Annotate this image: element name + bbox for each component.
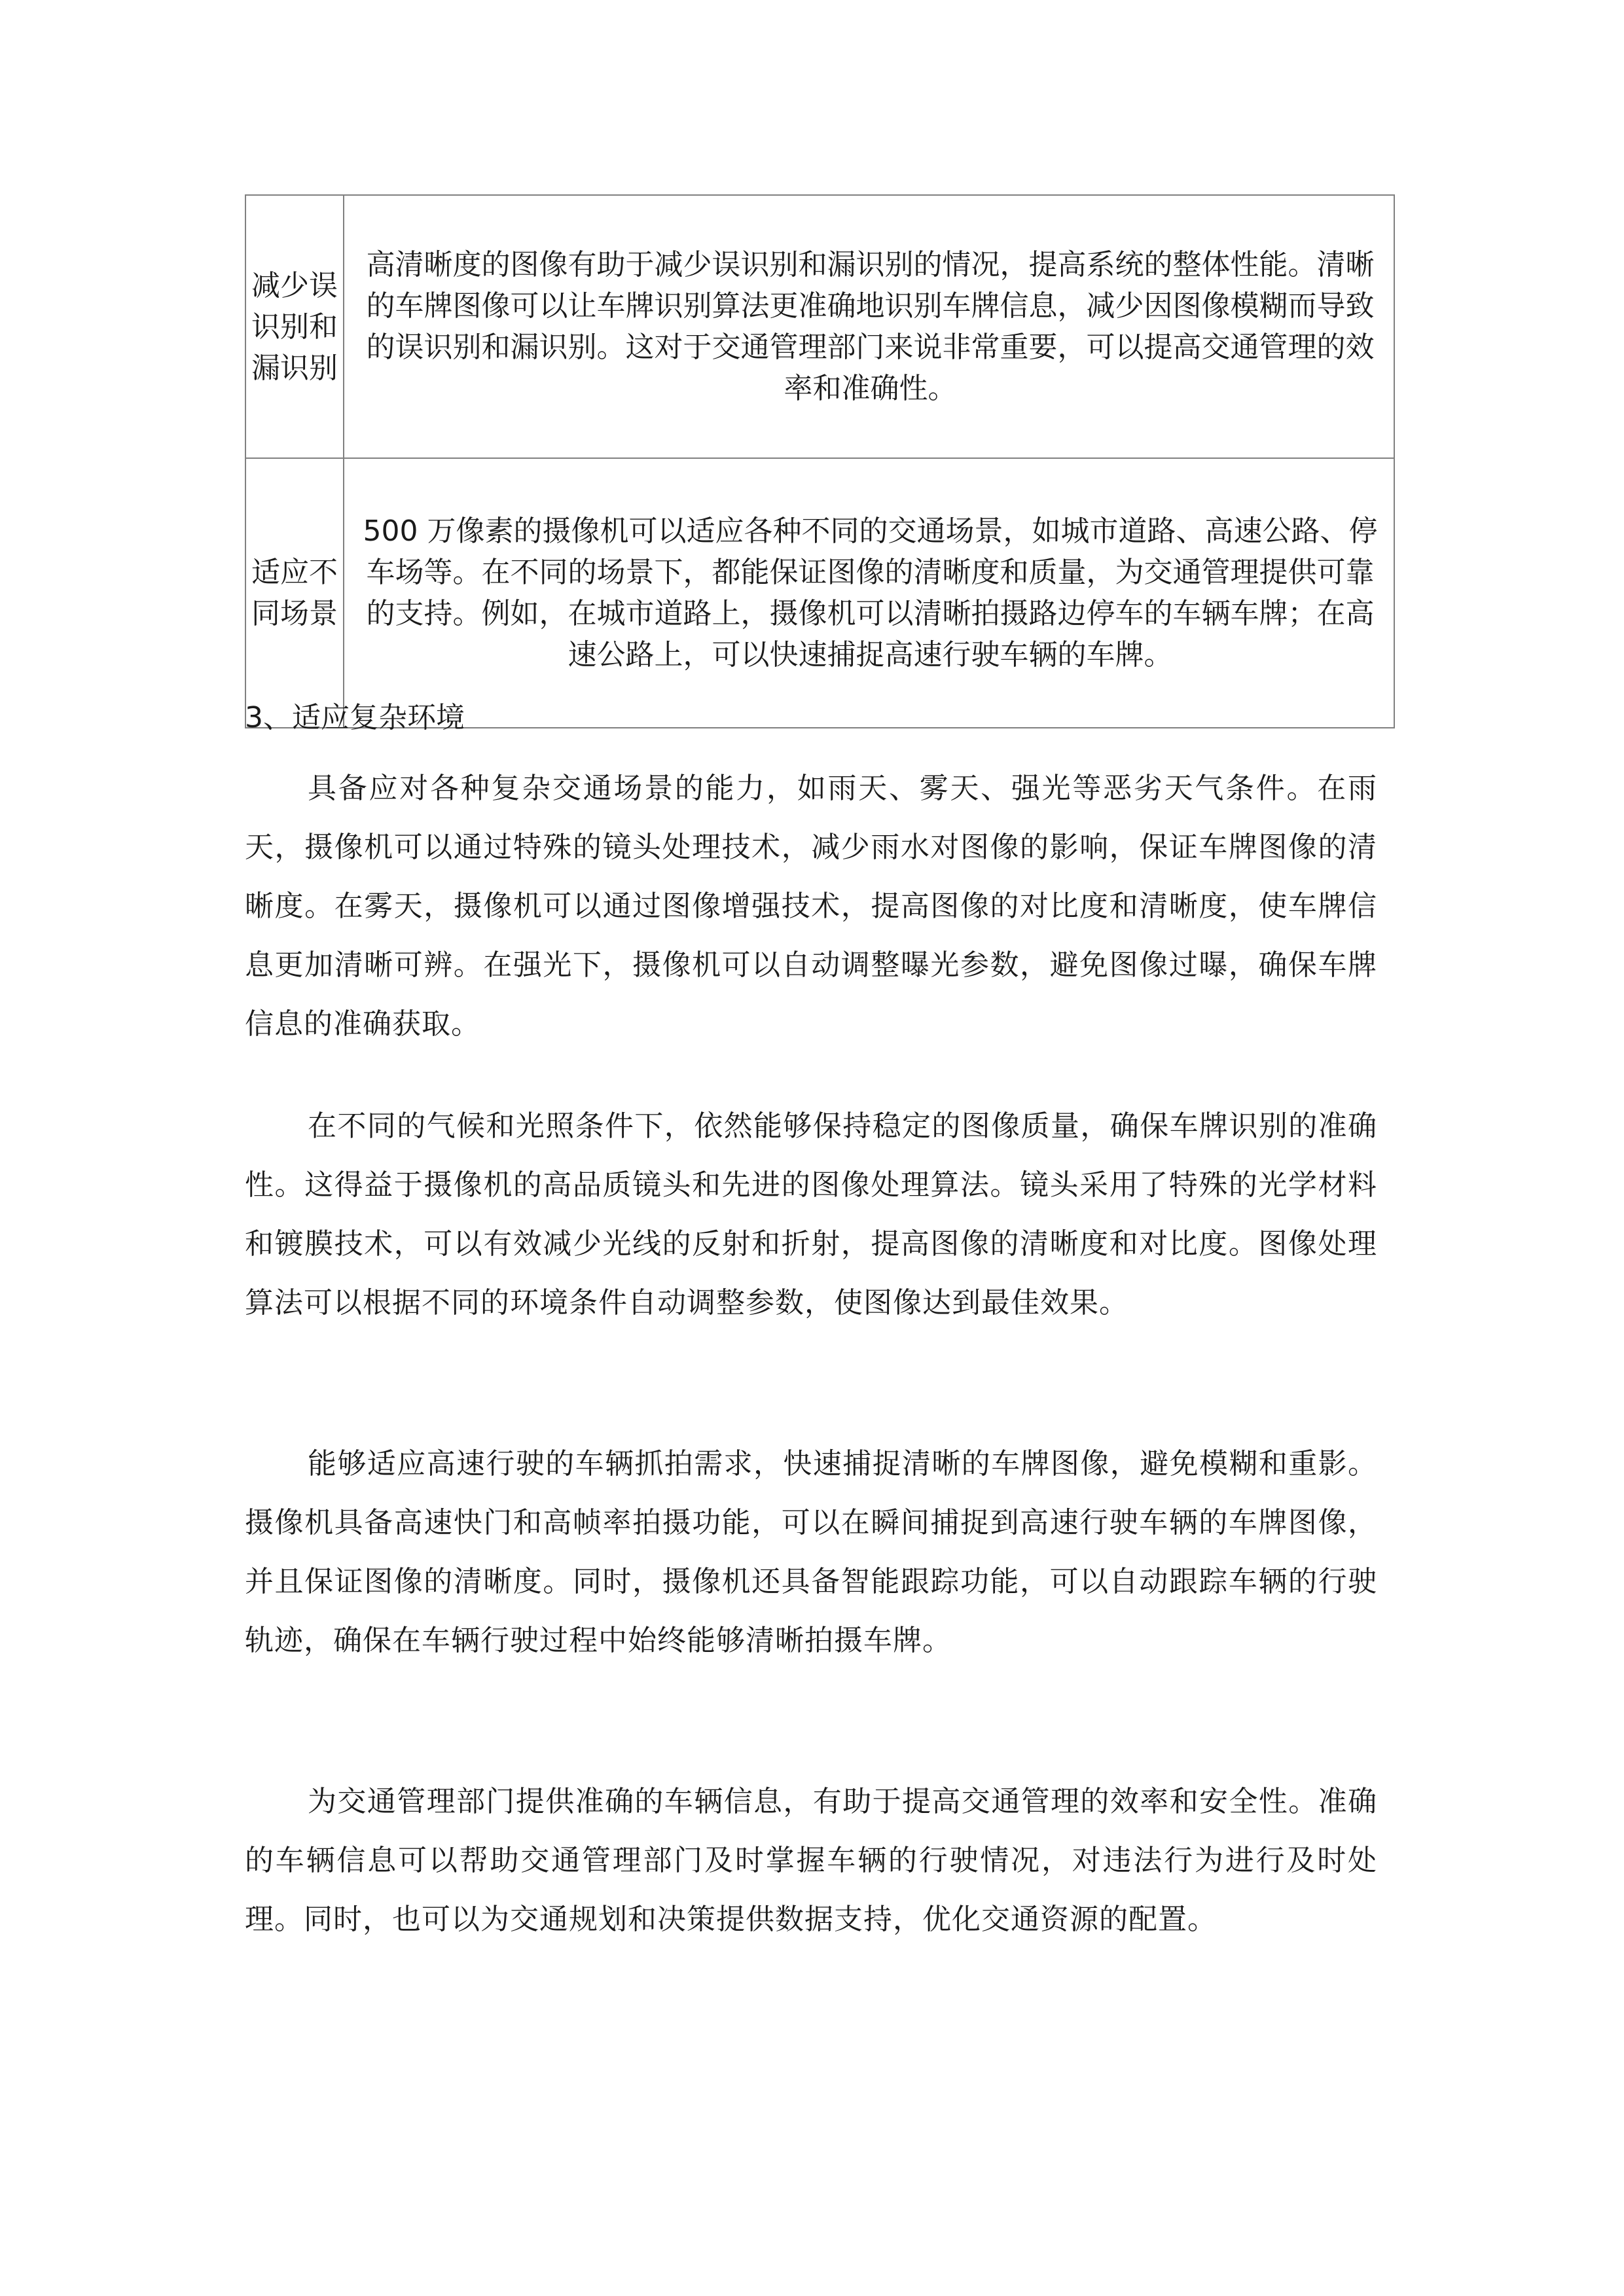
body-paragraph: 为交通管理部门提供准确的车辆信息，有助于提高交通管理的效率和安全性。准确的车辆信息可以帮助交通管理部门及时掌握车辆的行驶情况，对违法行为进行及时处理。同时，也可以为交通规划和决策提供数据支持，优化交通资源的配置。 <box>245 1785 1377 1936</box>
table-row <box>245 458 1394 728</box>
table-row <box>245 195 1394 458</box>
table-row-description: 500 万像素的摄像机可以适应各种不同的交通场景，如城市道路、高速公路、停车场等。在不同的场景下，都能保证图像的清晰度和质量，为交通管理提供可靠的支持。例如，在城市道路上，摄像机可以清晰拍摄路边停车的车辆车牌；在高速公路上，可以快速捕捉高速行驶车辆的车牌。 <box>344 458 1394 728</box>
body-paragraph: 能够适应高速行驶的车辆抓拍需求，快速捕捉清晰的车牌图像，避免模糊和重影。摄像机具备高速快门和高帧率拍摄功能，可以在瞬间捕捉到高速行驶车辆的车牌图像，并且保证图像的清晰度。同时，摄像机还具备智能跟踪功能，可以自动跟踪车辆的行驶轨迹，确保在车辆行驶过程中始终能够清晰拍摄车牌。 <box>245 1447 1377 1657</box>
body-paragraph: 在不同的气候和光照条件下，依然能够保持稳定的图像质量，确保车牌识别的准确性。这得益于摄像机的高品质镜头和先进的图像处理算法。镜头采用了特殊的光学材料和镀膜技术，可以有效减少光线的反射和折射，提高图像的清晰度和对比度。图像处理算法可以根据不同的环境条件自动调整参数，使图像达到最佳效果。 <box>245 1109 1377 1319</box>
table-row-description: 高清晰度的图像有助于减少误识别和漏识别的情况，提高系统的整体性能。清晰的车牌图像可以让车牌识别算法更准确地识别车牌信息，减少因图像模糊而导致的误识别和漏识别。这对于交通管理部门来说非常重要，可以提高交通管理的效率和准确性。 <box>344 195 1394 458</box>
section-heading: 3、适应复杂环境 <box>245 701 465 734</box>
table-row-label: 适应不同场景 <box>245 458 344 728</box>
feature-table <box>245 194 1395 728</box>
table-row-label: 减少误识别和漏识别 <box>245 195 344 458</box>
body-paragraph: 具备应对各种复杂交通场景的能力，如雨天、雾天、强光等恶劣天气条件。在雨天，摄像机可以通过特殊的镜头处理技术，减少雨水对图像的影响，保证车牌图像的清晰度。在雾天，摄像机可以通过图像增强技术，提高图像的对比度和清晰度，使车牌信息更加清晰可辨。在强光下，摄像机可以自动调整曝光参数，避免图像过曝，确保车牌信息的准确获取。 <box>245 772 1377 1041</box>
